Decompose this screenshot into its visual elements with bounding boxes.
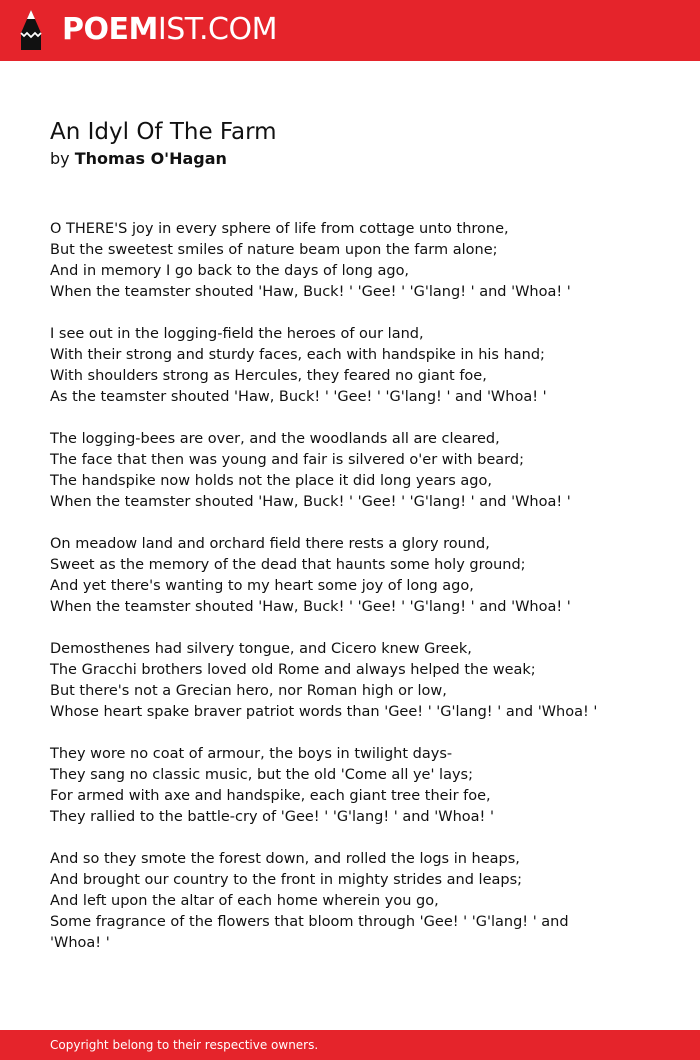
poem-line: 'Whoa! ' — [50, 935, 110, 951]
pencil-tip-icon[interactable] — [18, 9, 44, 51]
poem-body — [50, 219, 670, 975]
stanza — [50, 324, 670, 408]
poem-line: They rallied to the battle-cry of 'Gee! ' 'G'lang! ' and 'Whoa! ' — [50, 809, 494, 825]
stanza — [50, 219, 670, 303]
poem-line: When the teamster shouted 'Haw, Buck! ' 'Gee! ' 'G'lang! ' and 'Whoa! ' — [50, 494, 571, 510]
poem-line: The Gracchi brothers loved old Rome and always helped the weak; — [50, 662, 536, 678]
poem-line: The logging-bees are over, and the woodlands all are cleared, — [50, 431, 500, 447]
stanza — [50, 639, 670, 723]
poem-line: But the sweetest smiles of nature beam upon the farm alone; — [50, 242, 498, 258]
site-header — [0, 0, 700, 61]
logo-bold-text: POEM — [62, 12, 158, 47]
poem-line: They wore no coat of armour, the boys in twilight days- — [50, 746, 453, 762]
site-logo[interactable] — [62, 11, 277, 49]
poem-line: Whose heart spake braver patriot words than 'Gee! ' 'G'lang! ' and 'Whoa! ' — [50, 704, 598, 720]
by-label: by — [50, 149, 70, 168]
poem-line: Demosthenes had silvery tongue, and Cicero knew Greek, — [50, 641, 472, 657]
poem-line: When the teamster shouted 'Haw, Buck! ' 'Gee! ' 'G'lang! ' and 'Whoa! ' — [50, 284, 571, 300]
poem-line: But there's not a Grecian hero, nor Roman high or low, — [50, 683, 447, 699]
poem-line: They sang no classic music, but the old 'Come all ye' lays; — [50, 767, 473, 783]
poem-line: I see out in the logging-field the heroes of our land, — [50, 326, 424, 342]
poem-line: The handspike now holds not the place it did long years ago, — [50, 473, 492, 489]
poem-line: With their strong and sturdy faces, each with handspike in his hand; — [50, 347, 545, 363]
poem-line: And yet there's wanting to my heart some joy of long ago, — [50, 578, 474, 594]
poem-line: As the teamster shouted 'Haw, Buck! ' 'Gee! ' 'G'lang! ' and 'Whoa! ' — [50, 389, 547, 405]
poem-line: With shoulders strong as Hercules, they feared no giant foe, — [50, 368, 487, 384]
poem-line: When the teamster shouted 'Haw, Buck! ' 'Gee! ' 'G'lang! ' and 'Whoa! ' — [50, 599, 571, 615]
stanza — [50, 429, 670, 513]
stanza — [50, 534, 670, 618]
author-name: Thomas O'Hagan — [74, 149, 227, 168]
poem-line: O THERE'S joy in every sphere of life from cottage unto throne, — [50, 221, 509, 237]
copyright-text: Copyright belong to their respective owners. — [50, 1038, 319, 1052]
poem-line: And left upon the altar of each home wherein you go, — [50, 893, 439, 909]
site-footer — [0, 1030, 700, 1060]
poem-line: And in memory I go back to the days of long ago, — [50, 263, 410, 279]
poem-line: And brought our country to the front in mighty strides and leaps; — [50, 872, 523, 888]
stanza — [50, 849, 670, 954]
poem-line: On meadow land and orchard field there rests a glory round, — [50, 536, 490, 552]
logo-light-text: IST.COM — [157, 12, 277, 47]
poem-line: The face that then was young and fair is silvered o'er with beard; — [50, 452, 524, 468]
poem-line: Sweet as the memory of the dead that haunts some holy ground; — [50, 557, 526, 573]
byline — [50, 148, 227, 170]
poem-line: For armed with axe and handspike, each giant tree their foe, — [50, 788, 491, 804]
poem-line: Some fragrance of the flowers that bloom through 'Gee! ' 'G'lang! ' and — [50, 914, 569, 930]
poem-title: An Idyl Of The Farm — [50, 119, 277, 145]
stanza — [50, 744, 670, 828]
poem-line: And so they smote the forest down, and rolled the logs in heaps, — [50, 851, 520, 867]
